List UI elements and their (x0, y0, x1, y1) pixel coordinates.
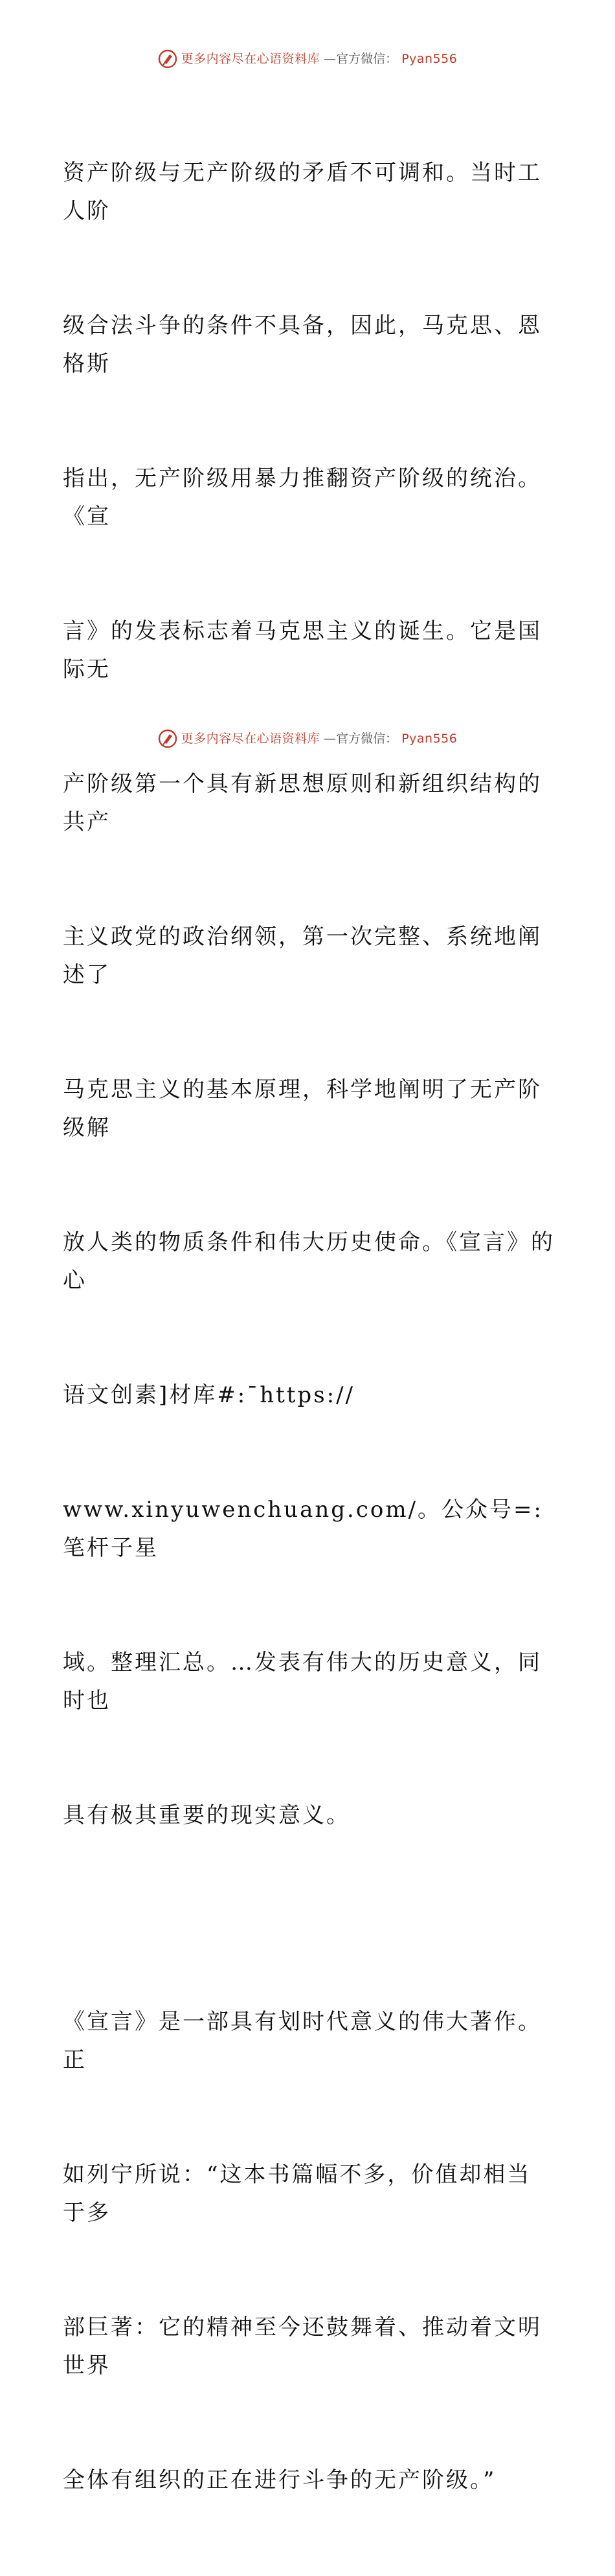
text-line: 放人类的物质条件和伟大历史使命。《宣言》的心 (63, 1229, 555, 1294)
text-line: 产阶级第一个具有新思想原则和新组织结构的共产 (63, 771, 542, 835)
watermark-separator: —官方微信： (324, 52, 398, 66)
watermark-title: 更多内容尽在心语资料库 (181, 732, 320, 746)
paragraph-1 (63, 78, 555, 1911)
pen-nib-logo-icon (158, 49, 177, 69)
text-line: 资产阶级与无产阶级的矛盾不可调和。当时工人阶 (63, 160, 542, 224)
text-line: 如列宁所说：“这本书篇幅不多，价值却相当于多 (63, 2162, 531, 2226)
text-line: 具有极其重要的现实意义。 (63, 1802, 350, 1828)
text-line: 域。整理汇总。…发表有伟大的历史意义，同时也 (63, 1650, 542, 1714)
text-line: 言》的发表标志着马克思主义的诞生。它是国际无 (63, 618, 542, 682)
text-line: 全体有组织的正在进行斗争的无产阶级。” (63, 2467, 497, 2493)
pen-nib-logo-icon (158, 729, 177, 748)
footer-watermark (0, 729, 615, 748)
text-line: 《宣言》是一部具有划时代意义的伟大著作。正 (63, 2009, 542, 2073)
text-line: 指出，无产阶级用暴力推翻资产阶级的统治。《宣 (63, 465, 542, 530)
header-watermark (0, 49, 615, 69)
text-line: 主义政党的政治纲领，第一次完整、系统地阐述了 (63, 924, 542, 988)
document-body (63, 78, 555, 2576)
text-line: 语文创素]材库#:¯https:// (63, 1382, 355, 1408)
watermark-wechat-id: Pyan556 (401, 52, 458, 66)
text-line: 部巨著：它的精神至今还鼓舞着、推动着文明世界 (63, 2314, 542, 2379)
paragraph-2 (63, 1927, 555, 2576)
text-line: 级合法斗争的条件不具备，因此，马克思、恩格斯 (63, 313, 542, 377)
text-line: www.xinyuwenchuang.com/。公众号=:笔杆子星 (63, 1497, 543, 1561)
text-line: 马克思主义的基本原理，科学地阐明了无产阶级解 (63, 1077, 542, 1141)
watermark-wechat-id: Pyan556 (401, 732, 458, 746)
watermark-separator: —官方微信： (324, 732, 398, 746)
watermark-title: 更多内容尽在心语资料库 (181, 52, 320, 66)
